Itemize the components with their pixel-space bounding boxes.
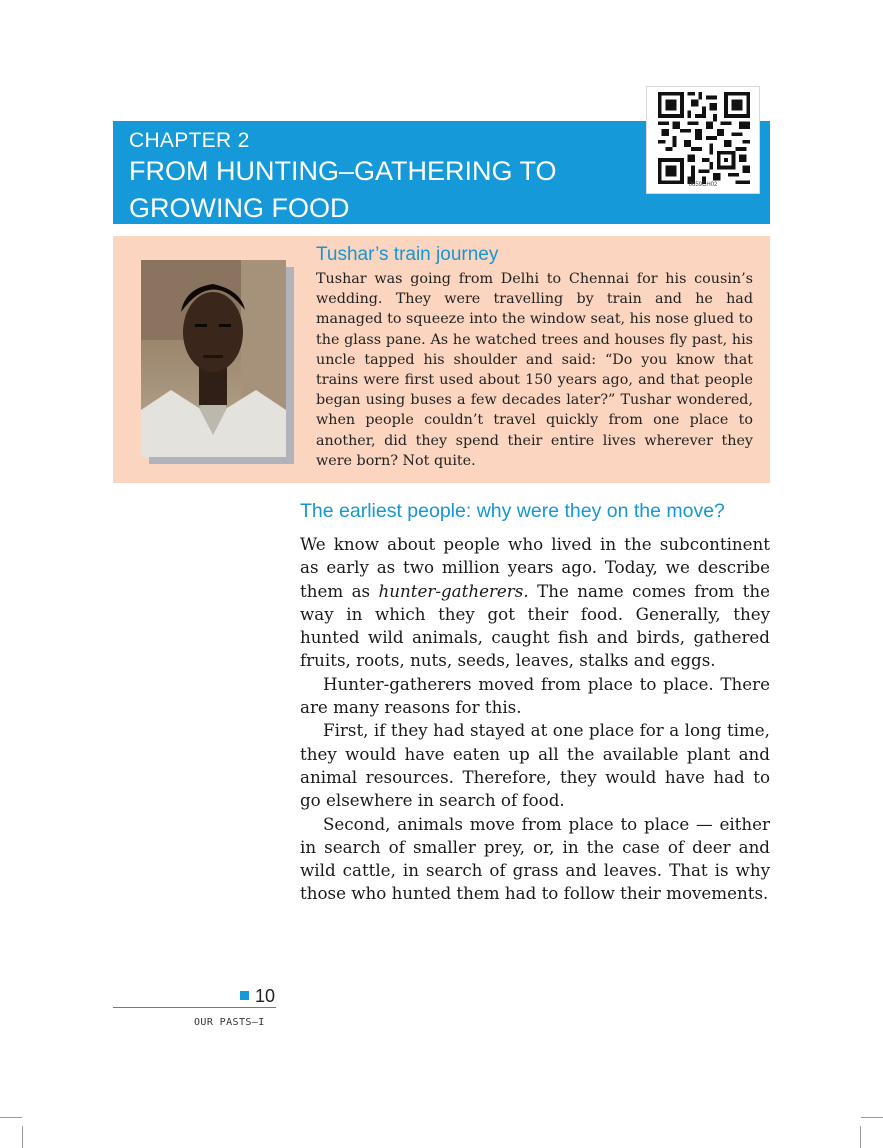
qr-code[interactable] <box>646 86 760 194</box>
paragraph <box>300 533 770 673</box>
book-title: OUR PASTS–I <box>194 1017 265 1028</box>
paragraph: Second, animals move from place to place — either in search of smaller prey, or, in the case of deer and wild cattle, in search of grass and leaves. That is why those who hunted them had to follow their movements. <box>300 813 770 904</box>
paragraph: Hunter-gatherers moved from place to place. There are many reasons for this. <box>300 673 770 718</box>
page-number-text: 10 <box>255 986 276 1006</box>
portrait-photo <box>141 260 286 457</box>
paragraph: First, if they had stayed at one place for a long time, they would have eaten up all the available plant and animal resources. Therefore, they would have had to go elsewhere in search of food. <box>300 720 770 811</box>
paragraph-text: The name comes from the way in which they got their food. Generally, they hunted wild animals, caught fish and birds, gathered fruits, roots, nuts, seeds, leaves, stalks and eggs. <box>300 580 770 671</box>
story-title: Tushar’s train journey <box>316 244 499 265</box>
qr-code-icon <box>658 92 750 184</box>
chapter-title: FROM HUNTING–GATHERING TO GROWING FOOD <box>129 156 557 223</box>
page-number <box>240 986 275 1007</box>
crop-mark <box>860 1126 861 1148</box>
crop-mark <box>22 1126 23 1148</box>
paragraph-text: We know about people who lived in the subcontinent as early as two million years ago. Today, we describe them as <box>300 534 770 601</box>
story-box <box>113 236 770 483</box>
portrait-illustration <box>141 260 286 457</box>
crop-mark <box>861 1117 883 1118</box>
crop-mark <box>0 1117 22 1118</box>
square-bullet-icon <box>240 991 249 1000</box>
key-term: hunter-gatherers. <box>378 580 529 601</box>
story-text: Tushar was going from Delhi to Chennai for his cousin’s wedding. They were travelling by train and he had managed to squeeze into the window seat, his nose glued to the glass pane. As he watched trees and houses fly past, his uncle tapped his shoulder and said: “Do you know that trains were first used about 150 years ago, and that people began using buses a few decades later?” Tushar wondered, when people couldn’t travel quickly from one place to another, did they spend their entire lives wherever they were born? Not quite. <box>316 271 753 469</box>
chapter-label: CHAPTER 2 <box>129 129 250 152</box>
footer-rule <box>113 1007 276 1008</box>
body-text <box>300 533 770 906</box>
qr-code-text: 0659CH02 <box>688 182 718 188</box>
section-heading: The earliest people: why were they on the move? <box>300 500 725 522</box>
